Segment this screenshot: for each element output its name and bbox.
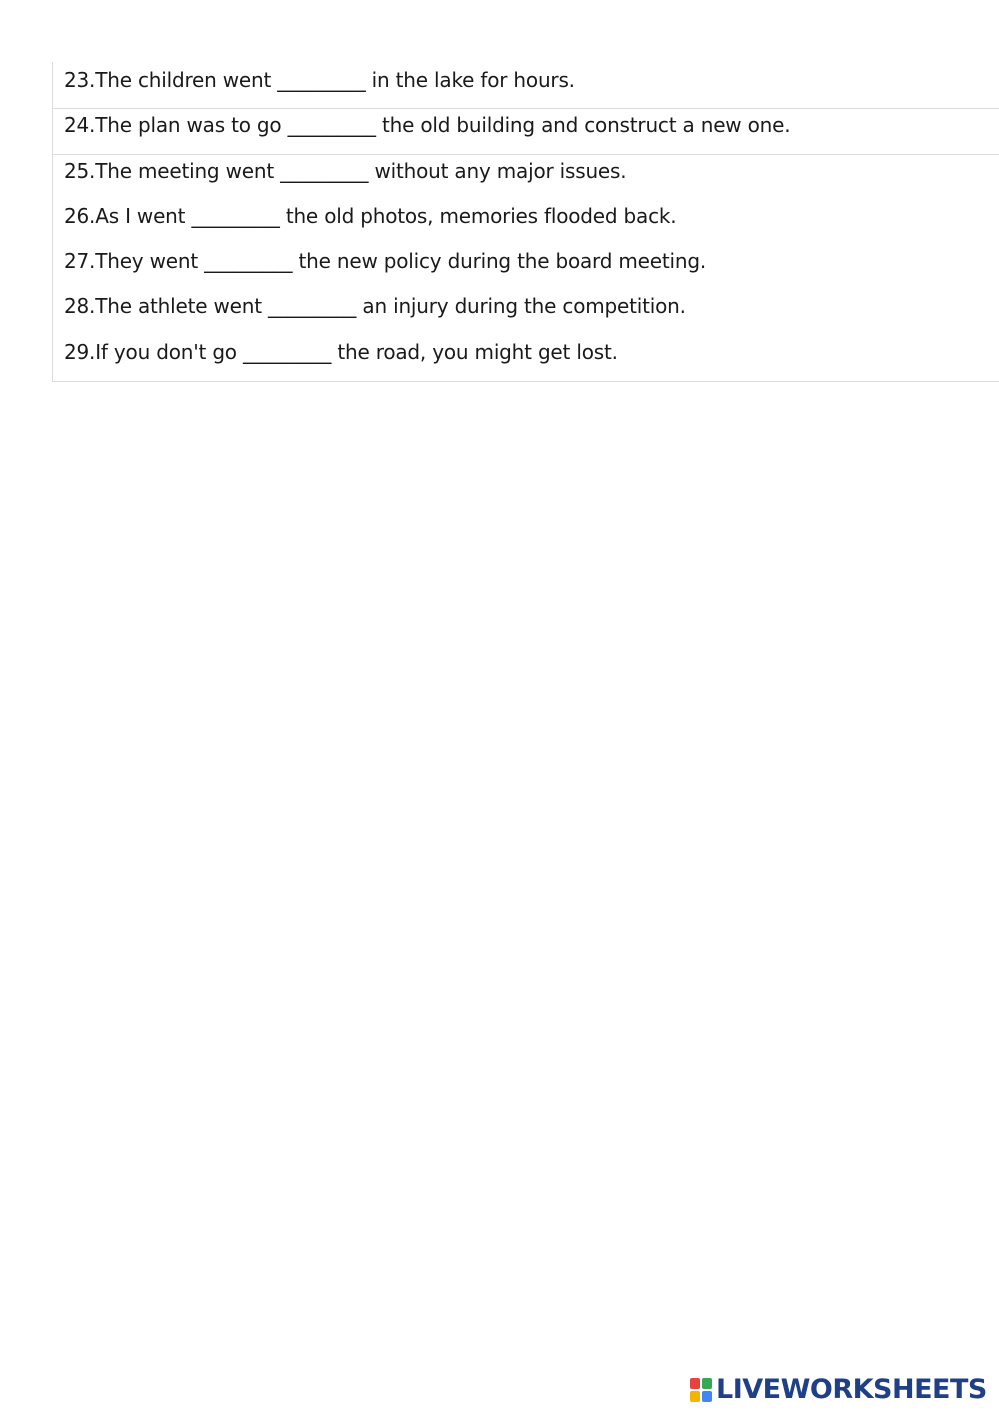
question-29 xyxy=(53,336,999,382)
question-29-text: 29.If you don't go _________ the road, you might get lost. xyxy=(64,340,618,364)
question-25-text: 25.The meeting went _________ without any major issues. xyxy=(64,159,627,183)
brand-wordmark: LIVEWORKSHEETS xyxy=(716,1374,987,1405)
question-23-text: 23.The children went _________ in the lake for hours. xyxy=(64,68,575,92)
worksheet-questions xyxy=(52,62,999,382)
logo-square-red xyxy=(690,1378,700,1389)
question-27 xyxy=(53,246,999,291)
logo-square-blue xyxy=(702,1391,712,1402)
question-25 xyxy=(53,155,999,201)
question-26 xyxy=(53,201,999,246)
question-24 xyxy=(53,109,999,155)
question-26-text: 26.As I went _________ the old photos, memories flooded back. xyxy=(64,204,677,228)
question-23 xyxy=(53,62,999,109)
liveworksheets-brand xyxy=(690,1375,987,1405)
liveworksheets-logo-icon xyxy=(690,1378,712,1402)
question-28 xyxy=(53,291,999,336)
logo-square-green xyxy=(702,1378,712,1389)
question-27-text: 27.They went _________ the new policy during the board meeting. xyxy=(64,249,706,273)
logo-square-yellow xyxy=(690,1391,700,1402)
question-28-text: 28.The athlete went _________ an injury during the competition. xyxy=(64,294,686,318)
question-24-text: 24.The plan was to go _________ the old building and construct a new one. xyxy=(64,113,791,137)
